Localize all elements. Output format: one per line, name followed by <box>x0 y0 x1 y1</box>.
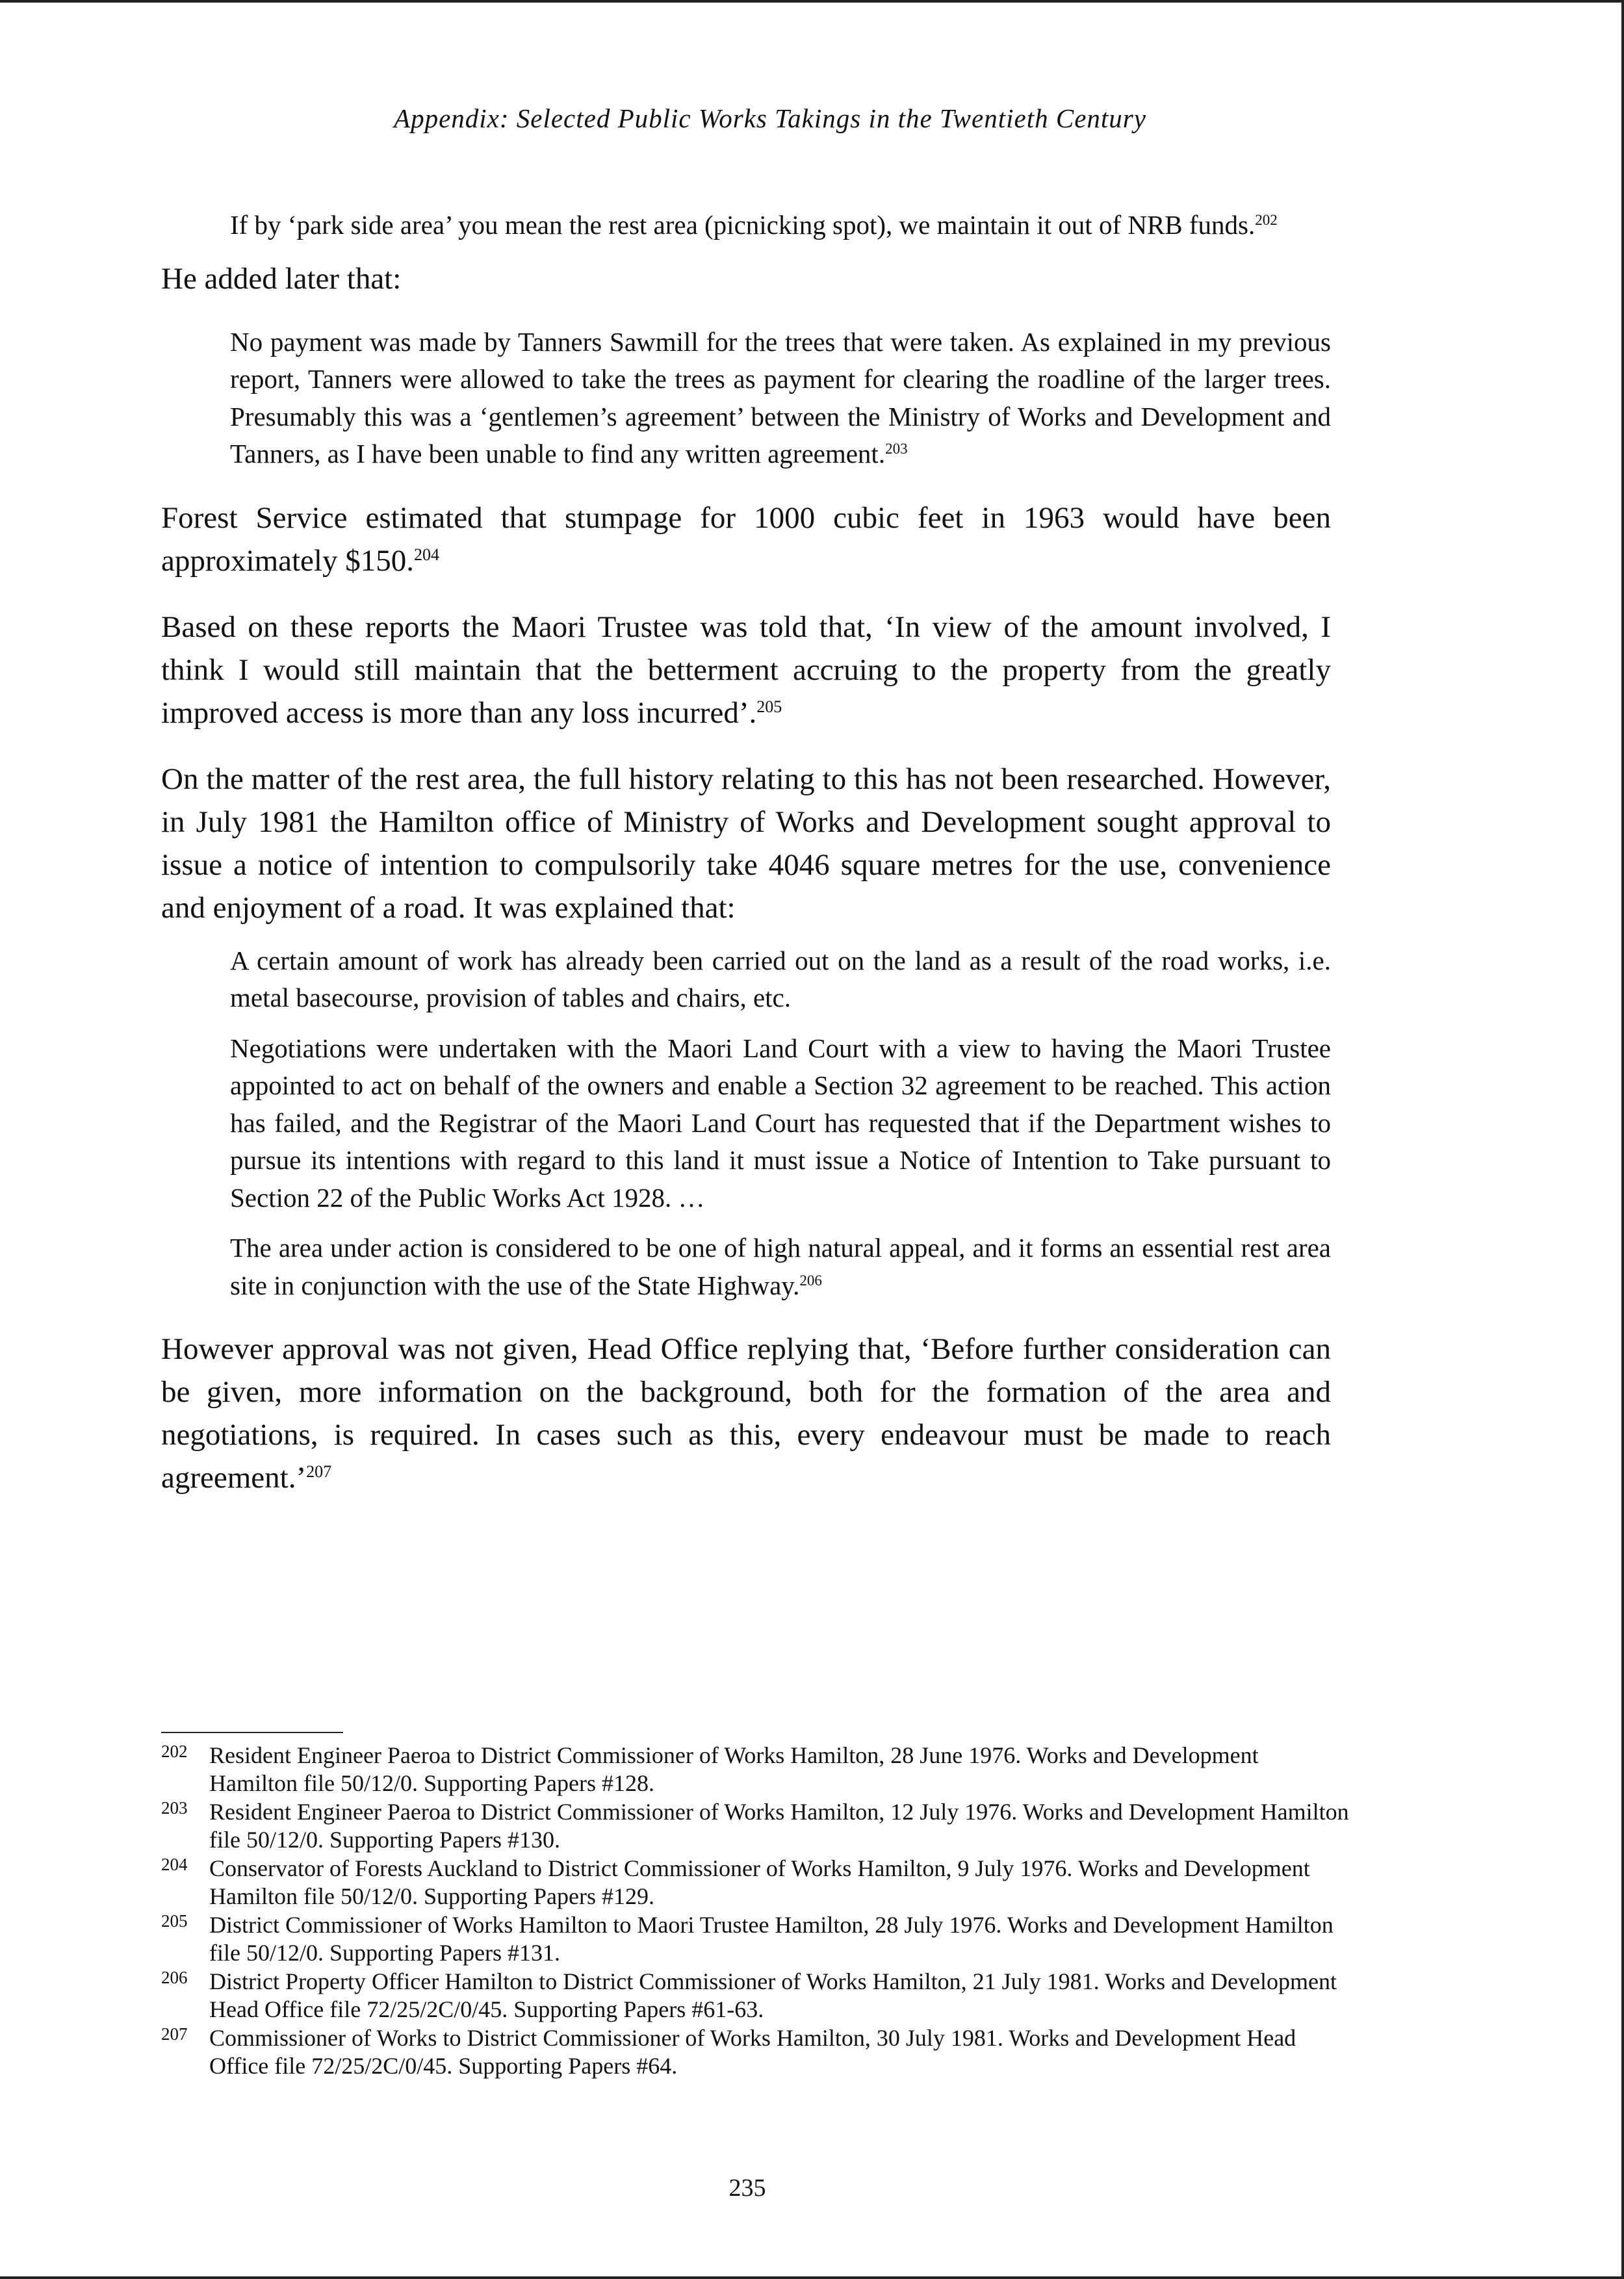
block-quote <box>230 324 1331 473</box>
footnote-text: District Commissioner of Works Hamilton to Maori Trustee Hamilton, 28 July 1976. Works and Development Hamilton file 50/12/0. Supporting Papers #131. <box>209 1912 1334 1966</box>
page-border-top <box>0 0 1624 3</box>
quote-text: No payment was made by Tanners Sawmill for the trees that were taken. As explained in my previous report, Tanners were allowed to take the trees as payment for clearing the roadline of the larger trees. Presumably this was a ‘gentlemen’s agreement’ between the Ministry of Works and Development and Tanners, as I have been unable to find any written agreement. <box>230 326 1331 469</box>
quote-text: The area under action is considered to be one of high natural appeal, and it forms an essential rest area site in conjunction with the use of the State Highway. <box>230 1233 1331 1300</box>
body-paragraph <box>161 496 1331 582</box>
footnote <box>161 1742 1350 1797</box>
footnote-ref: 207 <box>306 1462 332 1481</box>
footnote <box>161 1968 1350 2024</box>
paragraph-text: However approval was not given, Head Office replying that, ‘Before further consideration can be given, more information on the background, both for the formation of the area and negotiations, is required. In cases such as this, every endeavour must be made to reach agreement.’ <box>161 1332 1331 1495</box>
page-border-bottom <box>0 2276 1624 2279</box>
paragraph-text: Based on these reports the Maori Trustee was told that, ‘In view of the amount involved, I think I would still maintain that the betterment accruing to the property from the greatly improved access is more than any loss incurred’. <box>161 610 1331 730</box>
footnote-text: Conservator of Forests Auckland to District Commissioner of Works Hamilton, 9 July 1976. Works and Development Hamilton file 50/12/0. Supporting Papers #129. <box>209 1855 1310 1909</box>
quote-text: A certain amount of work has already been carried out on the land as a result of the road works, i.e. metal basecourse, provision of tables and chairs, etc. <box>230 945 1331 1012</box>
footnote <box>161 1798 1350 1854</box>
footnote-ref: 204 <box>413 545 439 564</box>
running-head: Appendix: Selected Public Works Takings in the Twentieth Century <box>394 103 1146 133</box>
paragraph-text: Forest Service estimated that stumpage for 1000 cubic feet in 1963 would have been approximately $150. <box>161 500 1331 578</box>
body-paragraph <box>161 606 1331 734</box>
footnote-ref: 206 <box>799 1272 822 1289</box>
footnote-number: 205 <box>161 1911 188 1931</box>
quote-text: If by ‘park side area’ you mean the rest area (picnicking spot), we maintain it out of NRB funds. <box>230 210 1256 240</box>
footnote-number: 206 <box>161 1968 188 1987</box>
page-number: 235 <box>728 2174 766 2202</box>
footnote-text: Resident Engineer Paeroa to District Commissioner of Works Hamilton, 28 June 1976. Works and Development Hamilton file 50/12/0. Supporting Papers #128. <box>209 1742 1259 1796</box>
footnote <box>161 2024 1350 2080</box>
paragraph-text: On the matter of the rest area, the full history relating to this has not been researched. However, in July 1981 the Hamilton office of Ministry of Works and Development sought approval to issue a notice of intention to compulsorily take 4046 square metres for the use, convenience and enjoyment of a road. It was explained that: <box>161 762 1331 925</box>
block-quote <box>230 942 1331 1017</box>
footnote <box>161 1911 1350 1967</box>
paragraph-text: He added later that: <box>161 261 402 296</box>
footnote-number: 204 <box>161 1855 188 1874</box>
footnote-ref: 205 <box>756 697 782 716</box>
body-paragraph <box>161 257 1331 300</box>
block-quote <box>230 1030 1331 1217</box>
page-body <box>161 207 1331 1523</box>
footnote-number: 202 <box>161 1742 188 1761</box>
footnote-ref: 202 <box>1255 212 1278 228</box>
footnote-number: 207 <box>161 2024 188 2044</box>
block-quote <box>230 207 1331 244</box>
quote-text: Negotiations were undertaken with the Maori Land Court with a view to having the Maori Trustee appointed to act on behalf of the owners and enable a Section 32 agreement to be reached. This action has failed, and the Registrar of the Maori Land Court has requested that if the Department wishes to pursue its intentions with regard to this land it must issue a Notice of Intention to Take pursuant to Section 22 of the Public Works Act 1928. … <box>230 1033 1331 1213</box>
footnote-ref: 203 <box>885 441 908 457</box>
footnote-text: Commissioner of Works to District Commissioner of Works Hamilton, 30 July 1981. Works and Development Head Office file 72/25/2C/0/45. Supporting Papers #64. <box>209 2025 1296 2079</box>
block-quote <box>230 1230 1331 1304</box>
body-paragraph <box>161 1328 1331 1499</box>
footnote-number: 203 <box>161 1798 188 1818</box>
footnotes <box>161 1742 1350 2081</box>
body-paragraph <box>161 758 1331 929</box>
footnote-text: Resident Engineer Paeroa to District Commissioner of Works Hamilton, 12 July 1976. Works and Development Hamilton file 50/12/0. Supporting Papers #130. <box>209 1799 1349 1853</box>
footnote-text: District Property Officer Hamilton to District Commissioner of Works Hamilton, 21 July 1981. Works and Development Head Office file 72/25/2C/0/45. Supporting Papers #61-63. <box>209 1968 1337 2022</box>
footnote-rule <box>161 1732 343 1733</box>
page-border-right <box>1621 0 1624 2279</box>
footnote <box>161 1855 1350 1911</box>
